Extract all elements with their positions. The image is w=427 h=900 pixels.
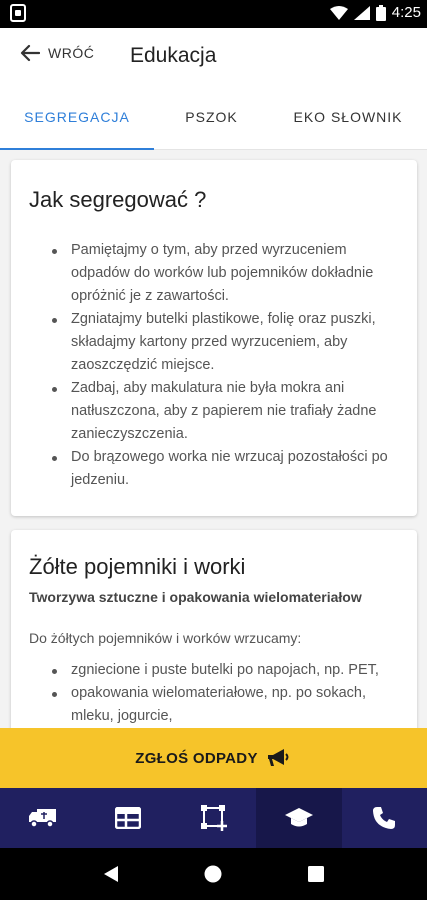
card-title: Żółte pojemniki i worki [29, 554, 246, 579]
page-title: Edukacja [130, 44, 217, 67]
card-subtitle: Tworzywa sztuczne i opakowania wielomateriałow [29, 589, 362, 605]
app-bar [0, 28, 427, 88]
phone-icon [371, 805, 397, 831]
nav-map-area[interactable] [171, 788, 256, 848]
status-bar [0, 0, 427, 28]
info-card [11, 160, 417, 516]
bullet-list [51, 239, 401, 492]
map-area-icon [200, 804, 228, 832]
list-item: Do brązowego worka nie wrzucaj pozostałości po jedzeniu. [51, 446, 401, 492]
arrow-left-icon [20, 44, 40, 62]
info-card [11, 530, 417, 728]
back-button[interactable] [20, 44, 94, 62]
circle-home-icon [204, 865, 222, 883]
report-waste-button[interactable] [0, 728, 427, 788]
square-recents-icon [308, 866, 324, 882]
system-back-button[interactable] [91, 854, 131, 894]
battery-icon [376, 5, 386, 21]
tab-bar [0, 88, 427, 150]
tab-eko-slownik[interactable]: EKO SŁOWNIK [293, 109, 403, 125]
list-item: zgniecione i puste butelki po napojach, np. PET, [51, 659, 401, 682]
content-scroll[interactable] [0, 150, 427, 728]
list-item: Zgniatajmy butelki plastikowe, folię oraz puszki, składajmy kartony przed wyrzuceniem, aby zaoszczędzić miejsce. [51, 308, 401, 377]
bottom-nav [0, 788, 427, 848]
list-item: opakowania wielomateriałowe, np. po sokach, mleku, jogurcie, [51, 682, 401, 728]
graduation-cap-icon [284, 807, 314, 829]
signal-icon [354, 6, 370, 20]
report-waste-label: ZGŁOŚ ODPADY [135, 749, 258, 767]
truck-icon [28, 807, 58, 829]
calendar-icon [115, 807, 141, 829]
bullet-list [51, 659, 401, 728]
card-title: Jak segregować ? [29, 187, 207, 212]
notification-icon [10, 4, 26, 22]
triangle-back-icon [103, 865, 119, 883]
nav-phone[interactable] [342, 788, 427, 848]
megaphone-icon [266, 747, 292, 769]
system-home-button[interactable] [193, 854, 233, 894]
list-item: Pamiętajmy o tym, aby przed wyrzuceniem odpadów do worków lub pojemników dokładnie opróżnić je z zawartości. [51, 239, 401, 308]
nav-calendar[interactable] [85, 788, 170, 848]
wifi-icon [330, 6, 348, 20]
back-label: WRÓĆ [48, 45, 95, 61]
tab-segregacja[interactable]: SEGREGACJA [0, 88, 154, 149]
system-recents-button[interactable] [296, 854, 336, 894]
nav-truck[interactable] [0, 788, 85, 848]
tab-pszok[interactable]: PSZOK [185, 109, 238, 125]
card-intro: Do żółtych pojemników i worków wrzucamy: [29, 630, 302, 646]
nav-education[interactable] [256, 788, 341, 848]
list-item: Zadbaj, aby makulatura nie była mokra ani natłuszczona, aby z papierem nie trafiały żadne zanieczyszczenia. [51, 377, 401, 446]
status-time: 4:25 [391, 4, 421, 21]
system-nav-bar [0, 848, 427, 900]
